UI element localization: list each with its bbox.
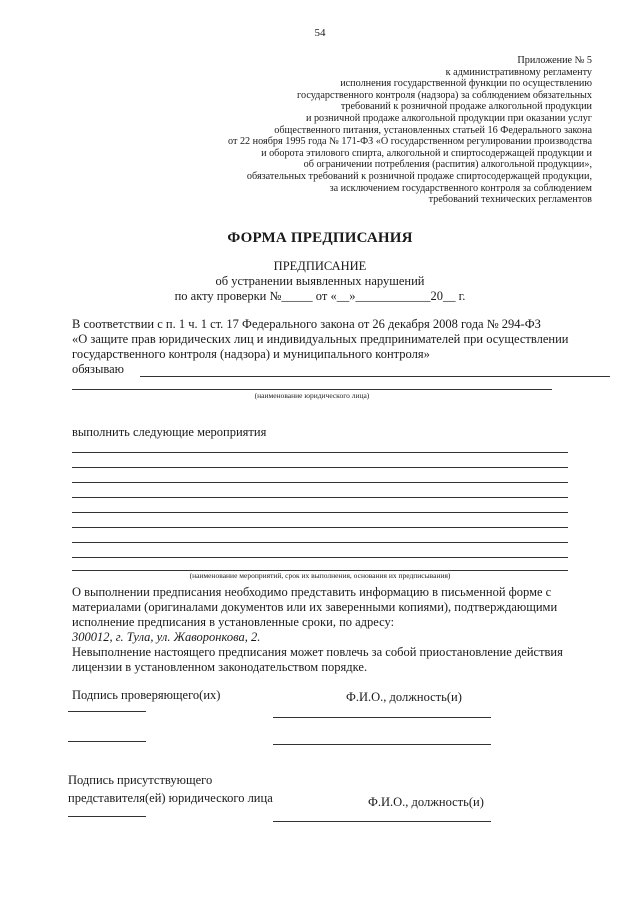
entity-caption: (наименование юридического лица): [254, 391, 370, 400]
inspector-signature-line[interactable]: [68, 741, 146, 742]
annex-line: и розничной продаже алкогольной продукции при оказании услуг: [305, 112, 592, 124]
representative-name-line[interactable]: [273, 821, 491, 822]
representative-label: представителя(ей) юридического лица: [68, 791, 273, 805]
representative-signature-line[interactable]: [68, 816, 146, 817]
annex-line: от 22 ноября 1995 года № 171-ФЗ «О государственном регулировании производства: [227, 136, 592, 148]
measures-label: выполнить следующие мероприятия: [72, 425, 267, 439]
entity-fill-line[interactable]: [72, 389, 552, 390]
warning-line: лицензии в установленном законодательством порядке.: [72, 660, 368, 674]
annex-line: и оборота этилового спирта, алкогольной и спиртосодержащей продукции и: [261, 147, 592, 159]
annex-line: требований к розничной продаже алкогольной продукции: [340, 101, 592, 113]
annex-line: требований технических регламентов: [428, 194, 592, 206]
obliges-label: обязываю: [72, 362, 125, 376]
inspector-name-label: Ф.И.О., должность(и): [346, 690, 462, 704]
annex-line: к административному регламенту: [445, 66, 592, 78]
basis-line: В соответствии с п. 1 ч. 1 ст. 17 Федерального закона от 26 декабря 2008 года № 294-ФЗ: [72, 317, 541, 331]
entity-fill-line[interactable]: [140, 376, 610, 377]
order-heading: ПРЕДПИСАНИЕ: [273, 259, 367, 273]
annex-line: обязательных требований к розничной продаже спиртосодержащей продукции,: [246, 170, 592, 182]
annex-line: государственного контроля (надзора) за соблюдением обязательных: [297, 89, 592, 101]
annex-line: за исключением государственного контроля за соблюдением: [329, 182, 592, 194]
inspector-signature-label: Подпись проверяющего(их): [72, 688, 221, 702]
measures-fill-line[interactable]: [72, 512, 568, 513]
measures-fill-line[interactable]: [72, 482, 568, 483]
annex-line: исполнения государственной функции по осуществлению: [340, 78, 592, 90]
address: 300012, г. Тула, ул. Жаворонкова, 2.: [72, 630, 261, 644]
measures-fill-line[interactable]: [72, 527, 568, 528]
representative-name-label: Ф.И.О., должность(и): [368, 795, 484, 809]
basis-line: государственного контроля (надзора) и муниципального контроля»: [72, 347, 430, 361]
annex-line: об ограничении потребления (распития) алкогольной продукции»,: [303, 159, 592, 171]
annex-line: Приложение № 5: [517, 55, 592, 66]
info-line: материалами (оригиналами документов или их заверенными копиями), подтверждающими: [72, 600, 558, 614]
measures-fill-line[interactable]: [72, 542, 568, 543]
inspector-signature-line[interactable]: [68, 711, 146, 712]
act-reference-line: по акту проверки №_____ от «__»____________20__ г.: [174, 289, 466, 303]
form-title: ФОРМА ПРЕДПИСАНИЯ: [227, 230, 413, 246]
measures-fill-line[interactable]: [72, 557, 568, 558]
basis-line: «О защите прав юридических лиц и индивидуальных предпринимателей при осуществлении: [72, 332, 569, 346]
warning-line: Невыполнение настоящего предписания может повлечь за собой приостановление действия: [72, 645, 563, 659]
order-subheading: об устранении выявленных нарушений: [215, 274, 425, 288]
measures-fill-line[interactable]: [72, 497, 568, 498]
measures-fill-line[interactable]: [72, 452, 568, 453]
info-block: [72, 585, 612, 675]
measures-fill-line[interactable]: [72, 467, 568, 468]
annex-header: [122, 55, 592, 206]
inspector-name-line[interactable]: [273, 744, 491, 745]
measures-caption: (наименование мероприятий, срок их выполнения, основания их предписывания): [189, 571, 451, 580]
order-heading-block: [0, 259, 640, 304]
info-line: О выполнении предписания необходимо представить информацию в письменной форме с: [72, 585, 552, 599]
inspector-name-line[interactable]: [273, 717, 491, 718]
legal-basis: [72, 317, 592, 377]
annex-line: общественного питания, установленных статьей 16 Федерального закона: [274, 124, 592, 136]
representative-label: Подпись присутствующего: [68, 773, 213, 787]
page-number: 54: [314, 27, 326, 39]
info-line: исполнение предписания в установленные сроки, по адресу:: [72, 615, 395, 629]
